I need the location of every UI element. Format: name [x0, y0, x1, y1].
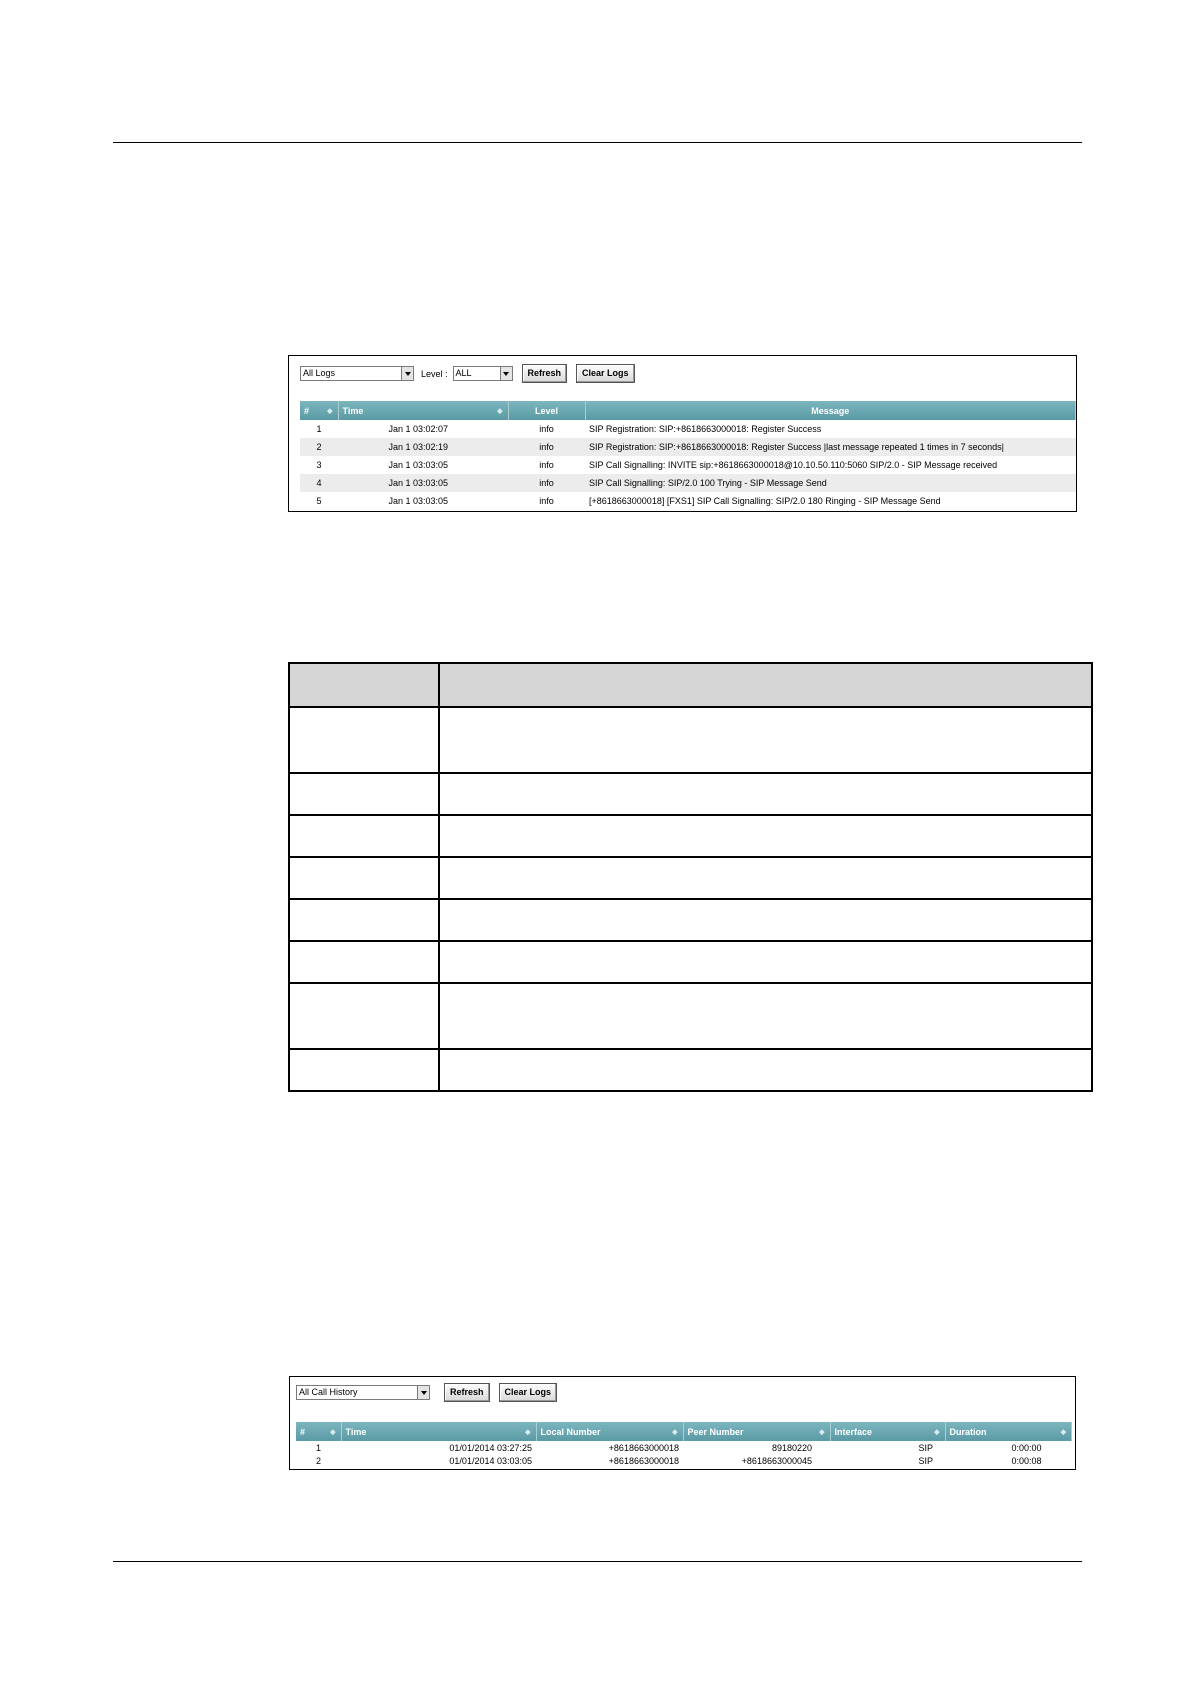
- row-message: [+8618663000018] [FXS1] SIP Call Signalling: SIP/2.0 180 Ringing - SIP Message Send: [589, 496, 941, 506]
- refresh-button[interactable]: Refresh: [522, 364, 568, 383]
- row-duration: 0:00:08: [1011, 1455, 1042, 1466]
- row-num: 5: [316, 496, 322, 506]
- row-num: 2: [300, 438, 338, 456]
- row-time: Jan 1 03:02:19: [338, 438, 508, 456]
- row-time: Jan 1 03:02:07: [388, 424, 448, 434]
- system-log-table: [300, 401, 1076, 510]
- description-row: [289, 857, 1092, 899]
- row-message: SIP Call Signalling: SIP/2.0 100 Trying - SIP Message Send: [585, 474, 1076, 492]
- description-row: [289, 707, 1092, 773]
- row-message: SIP Registration: SIP:+8618663000018: Register Success: [589, 424, 822, 434]
- row-interface: SIP: [918, 1442, 933, 1453]
- description-row: [289, 815, 1092, 857]
- description-row: [289, 983, 1092, 1049]
- call-history-table: [296, 1422, 1072, 1467]
- column-header-duration[interactable]: Duration ◆: [945, 1422, 1072, 1441]
- table-row: [300, 420, 1076, 438]
- description-row: [289, 899, 1092, 941]
- table-row: [296, 1441, 1072, 1454]
- row-time: 01/01/2014 03:03:05: [449, 1455, 532, 1466]
- row-num: 1: [316, 424, 322, 434]
- sort-icon: ◆: [672, 1429, 678, 1436]
- column-header-time[interactable]: Time ◆: [341, 1422, 536, 1441]
- clear-logs-button[interactable]: Clear Logs: [499, 1383, 558, 1402]
- level-select[interactable]: [453, 366, 513, 381]
- row-time: Jan 1 03:03:05: [388, 496, 448, 506]
- column-header-level[interactable]: Level: [508, 401, 585, 420]
- log-type-select[interactable]: [300, 366, 414, 381]
- row-local-number: +8618663000018: [608, 1442, 679, 1453]
- call-history-type-value: All Call History: [299, 1387, 358, 1397]
- row-time: 01/01/2014 03:27:25: [449, 1442, 532, 1453]
- column-header-num[interactable]: # ◆: [300, 401, 338, 420]
- row-level: info: [508, 474, 585, 492]
- header-rule: [113, 142, 1082, 143]
- row-level: info: [508, 438, 585, 456]
- table-row: [296, 1454, 1072, 1467]
- row-num: 3: [316, 460, 322, 470]
- column-header-local-number[interactable]: Local Number ◆: [536, 1422, 683, 1441]
- call-history-toolbar: [296, 1383, 557, 1402]
- row-message: SIP Call Signalling: INVITE sip:+8618663000018@10.10.50.110:5060 SIP/2.0 - SIP Message received: [589, 460, 998, 470]
- call-history-type-select[interactable]: [296, 1385, 430, 1400]
- row-message: SIP Registration: SIP:+8618663000018: Register Success |last message repeated 1 times in 7 seconds|: [585, 438, 1076, 456]
- description-header-cell: [439, 663, 1092, 707]
- row-duration: 0:00:00: [1011, 1442, 1042, 1453]
- column-header-peer-number[interactable]: Peer Number ◆: [683, 1422, 830, 1441]
- sort-icon: ◆: [497, 408, 503, 415]
- row-num: 4: [300, 474, 338, 492]
- column-header-time[interactable]: Time ◆: [338, 401, 508, 420]
- description-row: [289, 1049, 1092, 1091]
- row-level: info: [539, 496, 554, 506]
- sort-icon: ◆: [819, 1429, 825, 1436]
- sort-icon: ◆: [525, 1429, 531, 1436]
- row-time: Jan 1 03:03:05: [338, 474, 508, 492]
- system-log-toolbar: [300, 364, 635, 383]
- description-table: [288, 662, 1093, 1092]
- row-num: 2: [315, 1455, 321, 1466]
- description-row: [289, 941, 1092, 983]
- row-level: info: [539, 460, 554, 470]
- row-interface: SIP: [918, 1455, 933, 1466]
- row-peer-number: 89180220: [771, 1442, 812, 1453]
- description-header-cell: [289, 663, 439, 707]
- sort-icon: ◆: [1060, 1429, 1066, 1436]
- row-level: info: [539, 424, 554, 434]
- level-label: Level :: [421, 368, 448, 379]
- table-header-row: [300, 401, 1076, 420]
- table-row: [300, 438, 1076, 456]
- table-row: [300, 456, 1076, 474]
- sort-icon: ◆: [934, 1429, 940, 1436]
- refresh-button[interactable]: Refresh: [444, 1383, 490, 1402]
- sort-icon: ◆: [330, 1429, 336, 1436]
- column-header-num[interactable]: # ◆: [296, 1422, 341, 1441]
- chevron-down-icon: [500, 367, 512, 380]
- sort-icon: ◆: [327, 408, 333, 415]
- call-history-panel: [289, 1376, 1076, 1470]
- table-row: [300, 474, 1076, 492]
- table-row: [300, 492, 1076, 510]
- chevron-down-icon: [401, 367, 413, 380]
- footer-rule: [113, 1561, 1082, 1562]
- table-header-row: [296, 1422, 1072, 1441]
- row-local-number: +8618663000018: [608, 1455, 679, 1466]
- row-num: 1: [315, 1442, 321, 1453]
- system-log-panel: [288, 355, 1077, 512]
- column-header-message[interactable]: Message: [585, 401, 1076, 420]
- clear-logs-button[interactable]: Clear Logs: [576, 364, 635, 383]
- level-value: ALL: [455, 368, 472, 378]
- description-header-row: [289, 663, 1092, 707]
- chevron-down-icon: [417, 1386, 429, 1399]
- column-header-interface[interactable]: Interface ◆: [830, 1422, 945, 1441]
- description-row: [289, 773, 1092, 815]
- row-time: Jan 1 03:03:05: [388, 460, 448, 470]
- row-peer-number: +8618663000045: [741, 1455, 812, 1466]
- log-type-value: All Logs: [303, 368, 336, 378]
